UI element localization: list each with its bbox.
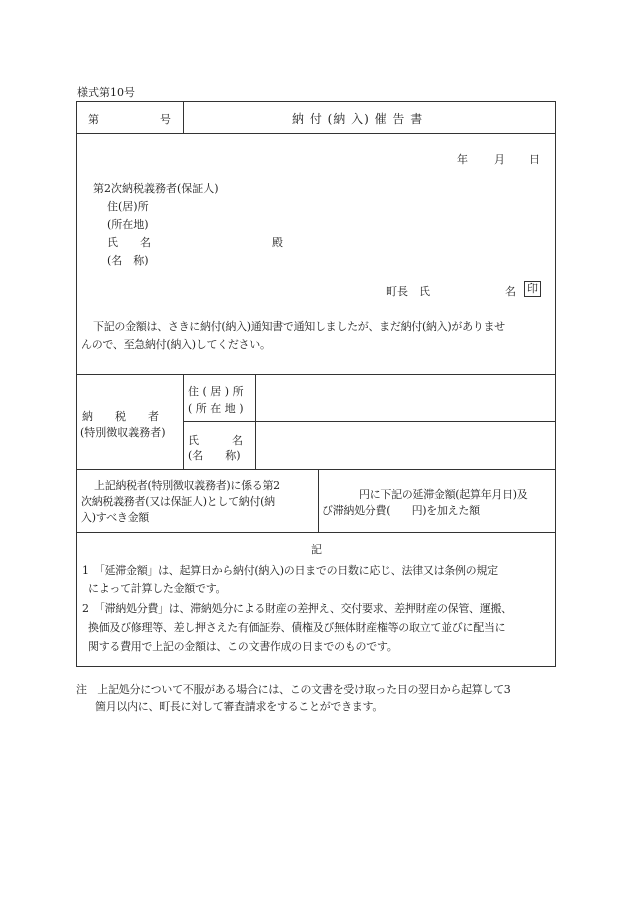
seal-mark: 印 <box>524 281 541 297</box>
taxpayer-location-label: ( 所 在 地 ) <box>188 402 244 415</box>
note-1-line-2: によって計算した金額です。 <box>88 582 227 595</box>
number-prefix: 第 <box>88 113 99 126</box>
taxpayer-address-label: 住 ( 居 ) 所 <box>188 385 244 398</box>
taxpayer-sublabel: (特別徴収義務者) <box>80 426 166 439</box>
addressee-entity-label: (名 称) <box>107 254 149 267</box>
rule-taxpayer-divider-1 <box>183 374 184 469</box>
rule-taxpayer-divider-2 <box>255 374 256 469</box>
addressee-location-label: (所在地) <box>107 218 149 231</box>
note-1-line-1: 1 「延滞金額」は、起算日から納付(納入)の日までの日数に応じ、法律又は条例の規定 <box>82 564 498 577</box>
addressee-role: 第2次納税義務者(保証人) <box>93 182 219 195</box>
amount-right-line-1: 円に下記の延滞金額(起算年月日)及 <box>359 488 528 501</box>
form-number: 様式第10号 <box>77 86 135 99</box>
body-text-line-2: んので、至急納付(納入)してください。 <box>81 338 271 351</box>
footnote-line-2: 箇月以内に、町長に対して審査請求をすることができます。 <box>95 700 384 713</box>
taxpayer-name-label: 氏 名 <box>188 434 243 447</box>
addressee-name-label: 氏 名 <box>107 236 151 249</box>
addressee-honorific: 殿 <box>272 236 283 249</box>
amount-left-line-3: 入)すべき金額 <box>81 511 149 524</box>
note-2-line-2: 換価及び修理等、差し押さえた有価証券、債権及び無体財産権等の取立て並びに配当に <box>88 621 506 634</box>
amount-left-line-2: 次納税義務者(又は保証人)として納付(納 <box>81 495 275 508</box>
rule-header <box>76 133 556 134</box>
number-suffix: 号 <box>160 113 171 126</box>
taxpayer-label: 納 税 者 <box>82 410 159 423</box>
body-text-line-1: 下記の金額は、さきに納付(納入)通知書で通知しましたが、まだ納付(納入)がありませ <box>93 320 505 333</box>
rule-notes-top <box>76 532 556 533</box>
rule-header-divider <box>183 101 184 133</box>
rule-taxpayer-mid <box>183 421 556 422</box>
date-year: 年 <box>457 153 468 166</box>
notes-heading: 記 <box>311 543 322 556</box>
rule-amount-divider <box>318 469 319 532</box>
amount-left-line-1: 上記納税者(特別徴収義務者)に係る第2 <box>94 479 280 492</box>
taxpayer-entity-label: (名 称) <box>188 449 241 462</box>
addressee-address-label: 住(居)所 <box>107 200 149 213</box>
issuer-name-suffix: 名 <box>505 285 516 298</box>
footnote-line-1: 注 上記処分について不服がある場合には、この文書を受け取った日の翌日から起算して3 <box>76 683 511 696</box>
note-2-line-3: 関する費用で上記の金額は、この文書作成の日までのものです。 <box>88 640 398 653</box>
form-title: 納 付 (納 入) 催 告 書 <box>292 112 424 126</box>
date-month: 月 <box>494 153 505 166</box>
note-2-line-1: 2 「滞納処分費」は、滞納処分による財産の差押え、交付要求、差押財産の保管、運搬、 <box>82 602 512 615</box>
date-day: 日 <box>529 153 540 166</box>
rule-amount-top <box>76 469 556 470</box>
amount-right-line-2: び滞納処分費( 円)を加えた額 <box>322 504 480 517</box>
rule-taxpayer-top <box>76 374 556 375</box>
issuer-title: 町長 氏 <box>386 285 430 298</box>
